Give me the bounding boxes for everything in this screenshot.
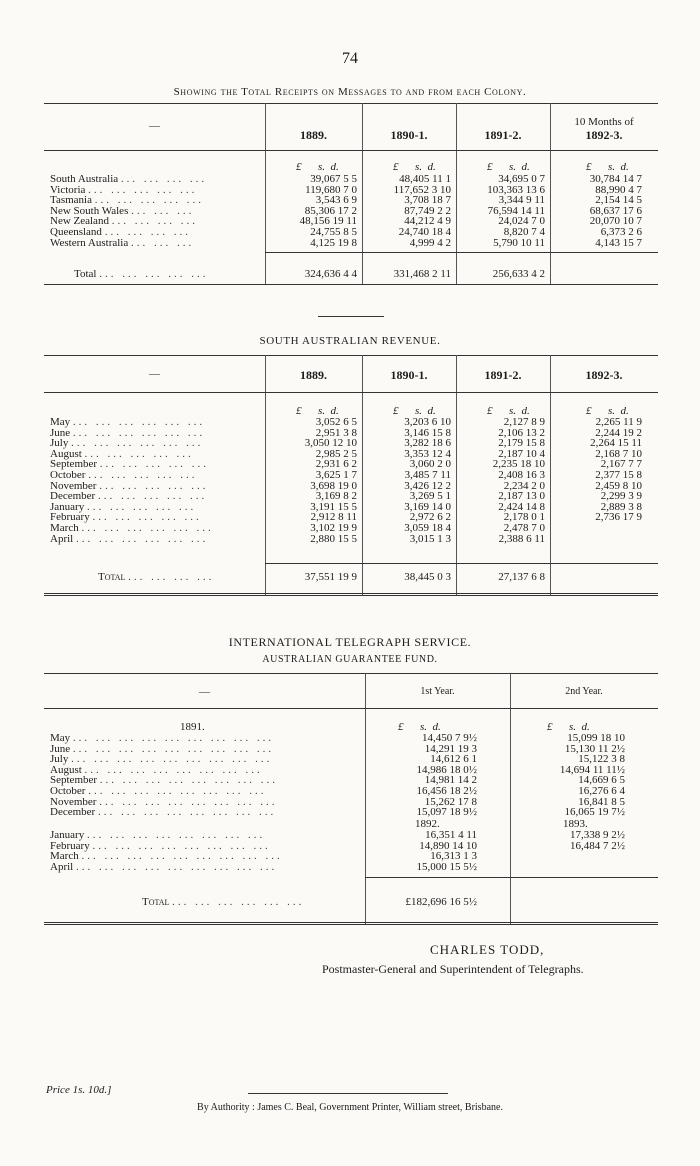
rule xyxy=(44,708,658,709)
table-row: January ... ... ... ... ... xyxy=(50,500,197,513)
guarantee-col-2nd-b: 17,338 9 2½ 16,484 7 2½ xyxy=(570,829,625,852)
colony-header-1890: 1890-1. xyxy=(390,128,428,142)
table-row: Victoria ... ... ... ... ... xyxy=(50,183,198,196)
colony-dash: — xyxy=(149,120,160,132)
table-row: September ... ... ... ... ... ... ... ... xyxy=(50,774,279,787)
revenue-total-label: Total ... ... ... ... xyxy=(98,571,215,583)
revenue-units: £ s. d. xyxy=(296,405,339,417)
revenue-header-1892: 1892-3. xyxy=(585,368,623,382)
colony-total-1890: 331,468 2 11 xyxy=(393,268,451,280)
colony-units: £ s. d. xyxy=(586,161,629,173)
revenue-col-1890: 3,203 6 10 3,146 15 8 3,282 18 6 3,353 12 4 3,060 2 0 3,485 7 11 3,426 12 2 3,269 5 1 3,169 14 0 2,972 6 2 3,059 18 4 3,015 1 3 xyxy=(404,416,451,545)
guarantee-year-1893: 1893. xyxy=(563,818,588,830)
table-row: March ... ... ... ... ... ... xyxy=(50,521,214,534)
guarantee-header-1st-year: 1st Year. xyxy=(420,686,455,697)
table-row: Western Australia ... ... ... xyxy=(50,236,195,249)
revenue-labels xyxy=(50,417,265,544)
table-row: May ... ... ... ... ... ... ... ... ... xyxy=(50,732,275,744)
colony-total-label: Total ... ... ... ... ... xyxy=(74,268,209,280)
rule xyxy=(365,877,658,878)
double-rule xyxy=(44,593,658,596)
signature-title: Postmaster-General and Superintendent of Telegraphs. xyxy=(322,962,584,976)
rule xyxy=(44,392,658,393)
short-rule xyxy=(248,1093,448,1094)
printer-authority: By Authority : James C. Beal, Government Printer, William street, Brisbane. xyxy=(197,1102,503,1113)
revenue-col-1891: 2,127 8 9 2,106 13 2 2,179 15 8 2,187 10 4 2,235 18 10 2,408 16 3 2,234 2 0 2,187 13 0 2,424 14 8 2,178 0 1 2,478 7 0 2,388 6 11 xyxy=(492,416,545,545)
colony-units: £ s. d. xyxy=(487,161,530,173)
revenue-header-1891: 1891-2. xyxy=(484,368,522,382)
revenue-units: £ s. d. xyxy=(487,405,530,417)
colony-col-1892: 30,784 14 7 88,990 4 7 2,154 14 5 68,637 17 6 20,070 10 7 6,373 2 6 4,143 15 7 xyxy=(589,173,642,249)
table-row: June ... ... ... ... ... ... xyxy=(50,426,206,439)
rule xyxy=(44,150,658,151)
guarantee-year-1892: 1892. xyxy=(415,818,440,830)
short-rule xyxy=(318,316,384,317)
table-row: New Zealand ... ... ... ... xyxy=(50,215,198,228)
table-row: February ... ... ... ... ... ... ... ... xyxy=(50,839,271,852)
revenue-total-1890: 38,445 0 3 xyxy=(404,571,451,583)
guarantee-total-1st: £182,696 16 5½ xyxy=(405,896,477,908)
guarantee-units: £ s. d. xyxy=(398,721,441,733)
rule xyxy=(265,252,658,253)
guarantee-subtitle: AUSTRALIAN GUARANTEE FUND. xyxy=(262,654,438,665)
table-row: December ... ... ... ... ... ... ... ... xyxy=(50,806,277,819)
table-row: June ... ... ... ... ... ... ... ... ... xyxy=(50,742,275,755)
table-row: May ... ... ... ... ... ... xyxy=(50,416,206,428)
table-row: October ... ... ... ... ... ... ... ... xyxy=(50,784,267,797)
table-row: October ... ... ... ... ... xyxy=(50,468,198,481)
revenue-dash: — xyxy=(149,368,160,380)
guarantee-col-1st-a: 14,450 7 9½ 14,291 19 3 14,612 6 1 14,986 18 0½ 14,981 14 2 16,456 18 2½ 15,262 17 8 15,097 18 9½ xyxy=(416,732,477,819)
colony-header-1892: 1892-3. xyxy=(585,128,623,142)
colony-total-1889: 324,636 4 4 xyxy=(304,268,357,280)
table-row: New South Wales ... ... ... xyxy=(50,204,195,217)
revenue-header-1890: 1890-1. xyxy=(390,368,428,382)
revenue-total-1889: 37,551 19 9 xyxy=(304,571,357,583)
guarantee-col-2nd-a: 15,099 18 10 15,130 11 2½ 15,122 3 8 14,694 11 11½ 14,669 6 5 16,276 6 4 16,841 8 5 16,065 19 7½ xyxy=(559,732,625,819)
colony-col-1889: 39,067 5 5 119,680 7 0 3,543 6 9 85,306 17 2 48,156 19 11 24,755 8 5 4,125 19 8 xyxy=(299,173,357,249)
double-rule xyxy=(44,922,658,925)
table-row: South Australia ... ... ... ... xyxy=(50,173,208,185)
table-row: July ... ... ... ... ... ... xyxy=(50,437,204,450)
table-row: February ... ... ... ... ... xyxy=(50,511,202,524)
colony-units: £ s. d. xyxy=(296,161,339,173)
table-row: December ... ... ... ... ... xyxy=(50,490,208,503)
rule xyxy=(44,284,658,285)
revenue-units: £ s. d. xyxy=(393,405,436,417)
table-row: Tasmania ... ... ... ... ... xyxy=(50,194,204,207)
rule xyxy=(44,103,658,104)
table-row: September ... ... ... ... ... xyxy=(50,458,210,471)
table-row: March ... ... ... ... ... ... ... ... ... xyxy=(50,850,283,863)
rule xyxy=(44,355,658,356)
rule xyxy=(44,673,658,674)
table-row: January ... ... ... ... ... ... ... ... xyxy=(50,829,266,841)
price-note: Price 1s. 10d.] xyxy=(46,1084,112,1096)
table-row: August ... ... ... ... ... ... ... ... xyxy=(50,763,263,776)
guarantee-col-1st-b: 16,351 4 11 14,890 14 10 16,313 1 3 15,000 15 5½ xyxy=(416,829,477,873)
revenue-header-1889: 1889. xyxy=(300,368,327,382)
colony-col-1890: 48,405 11 1 117,652 3 10 3,708 18 7 87,749 2 2 44,212 4 9 24,740 18 4 4,999 4 2 xyxy=(393,173,451,249)
colony-units: £ s. d. xyxy=(393,161,436,173)
guarantee-dash: — xyxy=(199,686,210,698)
colony-table-title: Showing the Total Receipts on Messages to and from each Colony. xyxy=(173,86,527,98)
guarantee-header-2nd-year: 2nd Year. xyxy=(565,686,603,697)
colony-header-10months: 10 Months of xyxy=(574,116,634,128)
page-number: 74 xyxy=(342,50,358,67)
colony-labels xyxy=(50,174,265,248)
rule xyxy=(265,563,658,564)
colony-header-1889: 1889. xyxy=(300,128,327,142)
guarantee-labels-b xyxy=(50,830,365,872)
guarantee-year-1891: 1891. xyxy=(180,721,205,733)
table-row: November ... ... ... ... ... ... ... ... xyxy=(50,795,278,808)
revenue-units: £ s. d. xyxy=(586,405,629,417)
revenue-table-title: SOUTH AUSTRALIAN REVENUE. xyxy=(259,335,441,347)
table-row: Queensland ... ... ... ... xyxy=(50,225,191,238)
colony-total-1891: 256,633 4 2 xyxy=(492,268,545,280)
revenue-total-1891: 27,137 6 8 xyxy=(498,571,545,583)
table-row: August ... ... ... ... ... xyxy=(50,447,194,460)
table-row: July ... ... ... ... ... ... ... ... ... xyxy=(50,753,273,766)
guarantee-total-label: Total ... ... ... ... ... ... xyxy=(142,896,305,908)
table-row: April ... ... ... ... ... ... xyxy=(50,532,209,545)
guarantee-units: £ s. d. xyxy=(547,721,590,733)
signature-name: CHARLES TODD, xyxy=(430,942,545,957)
revenue-col-1889: 3,052 6 5 2,951 3 8 3,050 12 10 2,985 2 5 2,931 6 2 3,625 1 7 3,698 19 0 3,169 8 2 3,191 15 5 2,912 8 11 3,102 19 9 2,880 15 5 xyxy=(304,416,357,545)
revenue-col-1892: 2,265 11 9 2,244 19 2 2,264 15 11 2,168 7 10 2,167 7 7 2,377 15 8 2,459 8 10 2,299 3 9 2,889 3 8 2,736 17 9 xyxy=(590,416,642,524)
colony-col-1891: 34,695 0 7 103,363 13 6 3,344 9 11 76,594 14 11 24,024 7 0 8,820 7 4 5,790 10 11 xyxy=(487,173,545,249)
colony-header-1891: 1891-2. xyxy=(484,128,522,142)
guarantee-labels-a xyxy=(50,733,365,818)
guarantee-title: INTERNATIONAL TELEGRAPH SERVICE. xyxy=(228,635,472,649)
table-row: April ... ... ... ... ... ... ... ... ... xyxy=(50,860,278,873)
table-row: November ... ... ... ... ... xyxy=(50,479,209,492)
